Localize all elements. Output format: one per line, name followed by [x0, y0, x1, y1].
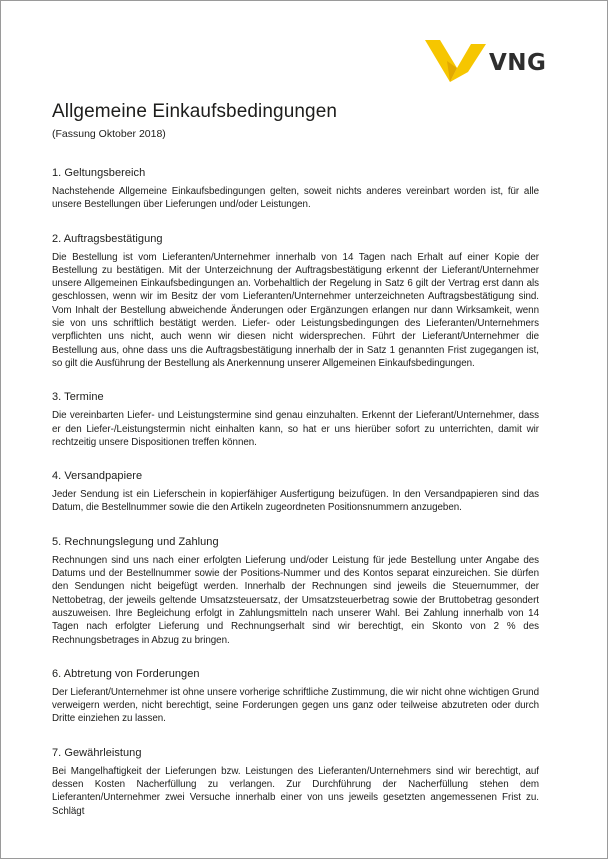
section-heading: 7. Gewährleistung [52, 746, 142, 759]
section-auftragsbestaetigung [52, 232, 539, 371]
vng-logo-mark-icon [423, 35, 489, 85]
section-body: Die Bestellung ist vom Lieferanten/Unternehmer innerhalb von 14 Tagen nach Erhalt auf einer Kopie der Bestellung zu bestätigen. Mit der Unterzeichnung der Auftragsbestätigung erkennt der Lieferant/Unternehmer unsere Allgemeinen Einkaufsbedingungen an. Vorbehaltlich der Regelung in Satz 6 gilt der Vertrag erst dann als geschlossen, wenn wir im Besitz der vom Lieferanten/Unternehmer unterzeichneten Auftragsbestätigung sind. Vom Inhalt der Bestellung abweichende Änderungen oder Ergänzungen erlangen nur dann Wirksamkeit, wenn sie von uns schriftlich bestätigt werden. Liefer- oder Leistungsbedingungen des Lieferanten/Unternehmers verpflichten uns nicht, auch wenn wir diesen nicht widersprechen. Führt der Lieferant/Unternehmer die Bestellung aus, ohne dass uns die Auftragsbestätigung innerhalb der in Satz 1 genannten Frist zugegangen ist, so gilt die Ausführung der Bestellung als Anerkennung unserer Allgemeinen Einkaufsbedingungen. [52, 251, 539, 369]
section-geltungsbereich [52, 166, 539, 212]
section-body: Nachstehende Allgemeine Einkaufsbedingungen gelten, soweit nichts anderes vereinbart worden ist, für alle unsere Bestellungen über Lieferungen und/oder Leistungen. [52, 186, 539, 211]
section-heading: 1. Geltungsbereich [52, 167, 146, 179]
section-versandpapiere [52, 469, 539, 515]
section-termine [52, 390, 539, 449]
section-heading: 5. Rechnungslegung und Zahlung [52, 535, 219, 548]
section-heading: 3. Termine [52, 391, 104, 404]
section-rechnungslegung [52, 535, 539, 647]
section-heading: 4. Versandpapiere [52, 470, 143, 483]
logo-mark-right-wing [450, 44, 486, 82]
section-body: Die vereinbarten Liefer- und Leistungstermine sind genau einzuhalten. Erkennt der Lieferant/Unternehmer, dass er den Liefer-/Leistungstermin nicht einhalten kann, so hat er uns hierüber sofort zu unterrichten, damit wir rechtzeitig unsere Dispositionen treffen können. [52, 410, 539, 448]
section-heading: 2. Auftragsbestätigung [52, 232, 163, 245]
logo-wordmark: VNG [489, 50, 547, 76]
document-title: Allgemeine Einkaufsbedingungen [52, 101, 338, 122]
document-content [52, 100, 539, 838]
section-body: Bei Mangelhaftigkeit der Lieferungen bzw. Leistungen des Lieferanten/Unternehmers sind wir berechtigt, auf dessen Kosten Nacherfüllung zu verlangen. Zur Durchführung der Nacherfüllung stehen dem Lieferanten/Unternehmer zwei Versuche innerhalb einer von uns jeweils gesetzten angemessenen Frist zu. Schlägt [52, 765, 539, 817]
section-heading: 6. Abtretung von Forderungen [52, 667, 200, 680]
section-abtretung [52, 667, 539, 726]
vng-logo [423, 35, 553, 85]
section-body: Jeder Sendung ist ein Lieferschein in kopierfähiger Ausfertigung beizufügen. In den Versandpapieren sind das Datum, die Bestellnummer sowie die den Artikeln zugeordneten Positionsnummern anzugeben. [52, 489, 539, 514]
section-gewaehrleistung [52, 746, 539, 818]
section-body: Rechnungen sind uns nach einer erfolgten Lieferung und/oder Leistung für jede Bestellung unter Angabe des Datums und der Bestellnummer sowie der Positions-Nummer und des Kontos separat einzureichen. Sie dürfen den Sendungen nicht beigefügt werden. Innerhalb der Rechnungen sind jeweils die Steuernummer, der Nettobetrag, der jeweils geltende Umsatzsteuersatz, der Umsatzsteuerbetrag sowie der Bruttobetrag gesondert auszuweisen. Ihre Begleichung erfolgt in Zahlungsmitteln nach unserer Wahl. Bei Zahlung innerhalb von 14 Tagen nach erfolgter Lieferung und Rechnungserhalt sind wir berechtigt, ein Skonto von 2 % des Rechnungsbetrages in Abzug zu bringen. [52, 554, 539, 646]
section-body: Der Lieferant/Unternehmer ist ohne unsere vorherige schriftliche Zustimmung, die wir nicht ohne wichtigen Grund verweigern werden, nicht berechtigt, seine Forderungen gegen uns ganz oder teilweise abzutreten oder durch Dritte einziehen zu lassen. [52, 686, 539, 725]
document-subtitle: (Fassung Oktober 2018) [52, 128, 166, 140]
